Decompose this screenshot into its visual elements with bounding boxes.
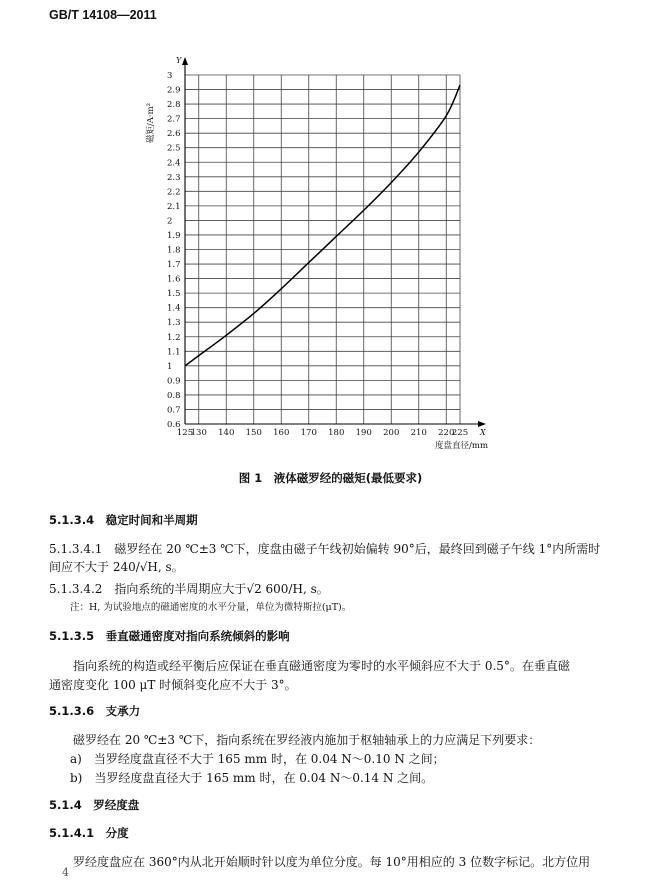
x-tick-label: 210 (410, 428, 427, 438)
y-tick-label: 1.4 (167, 303, 181, 314)
figure-caption: 图 1 液体磁罗经的磁矩(最低要求) (238, 471, 423, 485)
x-tick-label: 125 (176, 428, 194, 438)
x-tick-label: 180 (328, 428, 345, 438)
heading-5-1-3-6: 5.1.3.6 支承力 (49, 704, 141, 718)
list-item-b: b) 当罗经度盘直径大于 165 mm 时，在 0.04 N～0.14 N 之间。 (70, 771, 434, 785)
y-tick-label: 3 (167, 71, 173, 81)
heading-5-1-3-4: 5.1.3.4 稳定时间和半周期 (49, 513, 198, 527)
x-axis-title: 度盘直径/mm (435, 441, 488, 451)
y-axis-letter: Y (176, 56, 182, 65)
y-tick-label: 1.2 (167, 332, 181, 343)
y-tick-label: 2.4 (167, 158, 181, 169)
y-tick-label: 1.7 (167, 260, 181, 271)
y-tick-label: 2.8 (167, 100, 181, 111)
note: 注：H, 为试验地点的磁通密度的水平分量，单位为微特斯拉(μT)。 (70, 602, 352, 613)
y-tick-label: 2 (167, 216, 173, 227)
x-axis-arrow (478, 421, 486, 427)
list-item-a: a) 当罗经度盘直径不大于 165 mm 时，在 0.04 N～0.10 N 之间； (70, 752, 445, 766)
x-axis-letter: X (480, 428, 486, 437)
y-tick-label: 1.3 (167, 318, 181, 329)
y-tick-label: 0.8 (167, 390, 181, 401)
para-5-1-3-5-line1: 指向系统的构造或经平衡后应保证在垂直磁通密度为零时的水平倾斜应不大于 0.5°。在垂直磁 (49, 659, 570, 673)
para-5-1-3-6: 磁罗经在 20 ℃±3 ℃下，指向系统在罗经液内施加于枢轴轴承上的力应满足下列要求： (49, 733, 541, 747)
x-tick-label: 200 (383, 428, 400, 438)
x-tick-label: 140 (218, 428, 235, 438)
y-tick-label: 0.9 (167, 376, 181, 387)
heading-5-1-4: 5.1.4 罗经度盘 (49, 798, 140, 812)
y-tick-label: 0.6 (167, 420, 181, 430)
y-axis-arrow (182, 57, 188, 65)
y-tick-label: 2.9 (167, 85, 181, 96)
y-tick-label: 2.1 (167, 201, 181, 212)
para-5-1-3-4-2: 5.1.3.4.2 指向系统的半周期应大于√2 600/H, s。 (49, 582, 329, 596)
page-number: 4 (62, 866, 69, 879)
y-tick-label: 2.2 (167, 187, 181, 198)
y-tick-label: 1.9 (167, 230, 181, 241)
x-tick-label: 225 (451, 428, 469, 438)
x-tick-label: 220 (438, 428, 455, 438)
x-tick-label: 170 (300, 428, 317, 438)
x-tick-label: 160 (273, 428, 290, 438)
para-5-1-3-4-1-line2: 间应不大于 240/√H, s。 (49, 560, 184, 574)
para-5-1-4-1: 罗经度盘应在 360°内从北开始顺时针以度为单位分度。每 10°用相应的 3 位数字标记。北方位用 (49, 855, 591, 869)
y-tick-label: 1 (167, 361, 173, 372)
y-tick-label: 2.3 (167, 172, 181, 183)
para-5-1-3-5-line2: 通密度变化 100 μT 时倾斜变化应不大于 3°。 (49, 678, 297, 692)
x-tick-label: 150 (245, 428, 262, 438)
y-axis-title: 磁矩/A·m² (146, 102, 156, 144)
para-5-1-3-4-1-line1: 5.1.3.4.1 磁罗经在 20 ℃±3 ℃下，度盘由磁子午线初始偏转 90°后，最终回到磁子午线 1°内所需时 (49, 542, 601, 556)
y-tick-label: 2.5 (167, 143, 181, 154)
y-tick-label: 2.6 (167, 129, 181, 140)
x-tick-label: 130 (190, 428, 207, 438)
y-tick-label: 1.5 (167, 289, 181, 300)
y-tick-label: 0.7 (167, 405, 181, 416)
y-tick-label: 1.8 (167, 245, 181, 256)
heading-5-1-3-5: 5.1.3.5 垂直磁通密度对指向系统倾斜的影响 (49, 629, 290, 643)
x-tick-label: 190 (355, 428, 372, 438)
y-tick-label: 1.1 (167, 347, 181, 358)
standard-number: GB/T 14108—2011 (49, 8, 157, 22)
y-tick-label: 2.7 (167, 114, 181, 125)
y-tick-label: 1.6 (167, 274, 181, 285)
heading-5-1-4-1: 5.1.4.1 分度 (49, 826, 129, 840)
